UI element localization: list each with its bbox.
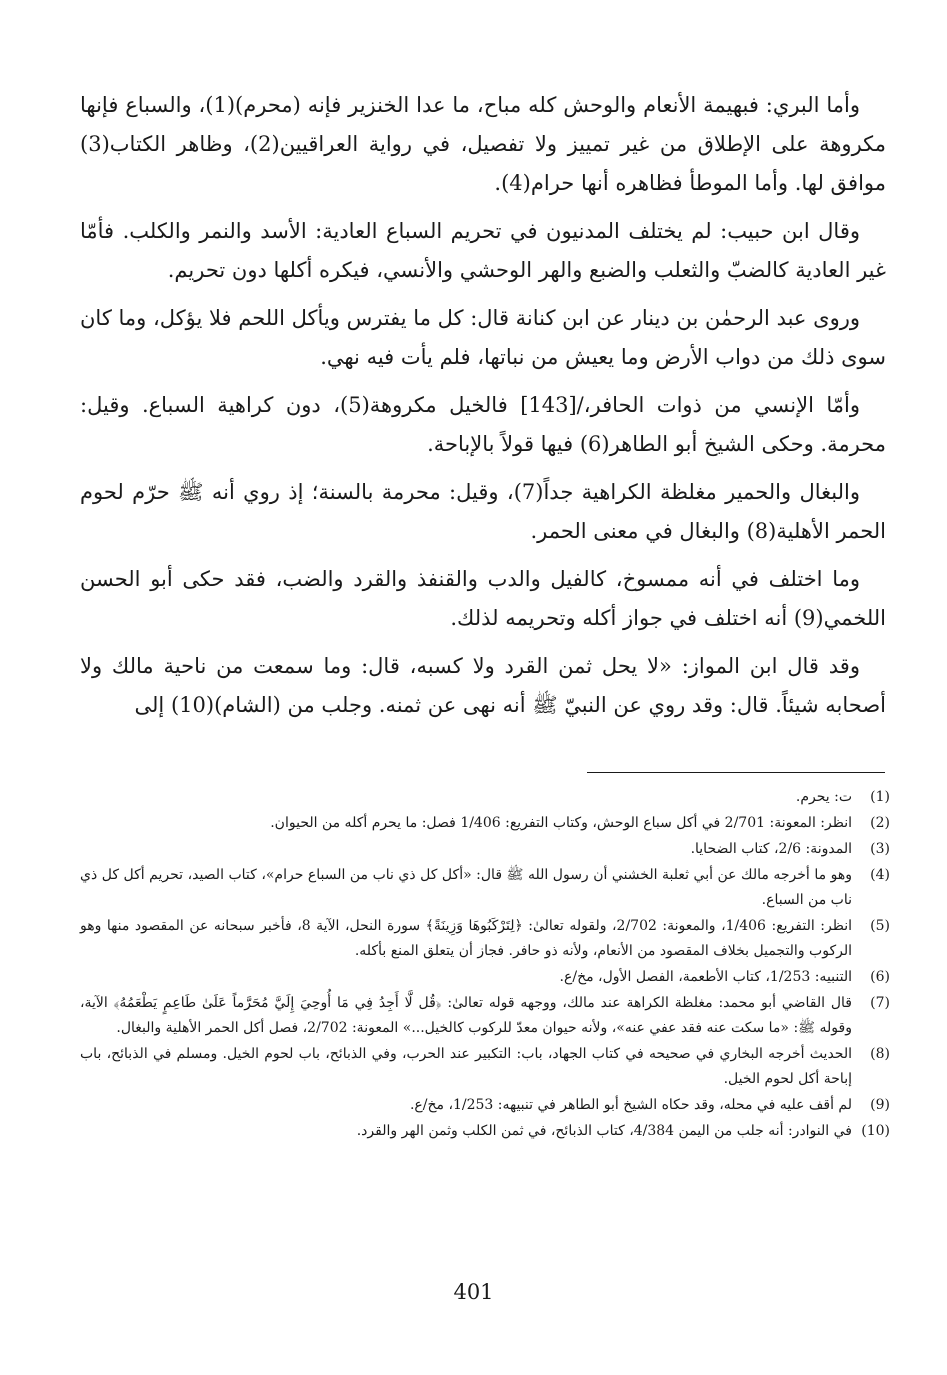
paragraph-4 xyxy=(80,386,886,464)
footnote-1 xyxy=(80,785,890,810)
footnote-5 xyxy=(80,914,890,964)
footnote-text: التنبيه: 1/253، كتاب الأطعمة، الفصل الأول، مخ/ع. xyxy=(559,969,852,985)
footnote-number: (7) xyxy=(870,995,890,1011)
footnote-number: (10) xyxy=(861,1123,890,1139)
paragraph-1 xyxy=(80,86,886,203)
paragraph-5-text: والبغال والحمير مغلظة الكراهية جداً(7)، وقيل: محرمة بالسنة؛ إذ روي أنه ﷺ حرّم لحوم الحمر الأهلية(8) والبغال في معنى الحمر. xyxy=(80,480,886,543)
footnote-number: (1) xyxy=(870,789,890,805)
footnote-text: في النوادر: أنه جلب من اليمن 4/384، كتاب الذبائح، في ثمن الكلب وثمن الهر والقرد. xyxy=(356,1123,852,1139)
paragraph-1-text: وأما البري: فبهيمة الأنعام والوحش كله مباح، ما عدا الخنزير فإنه (محرم)(1)، والسباع فإنها مكروهة على الإطلاق من غير تمييز ولا تفصيل، في رواية العراقيين(2)، وظاهر الكتاب(3) موافق لها. وأما الموطأ فظاهره أنها حرام(4). xyxy=(80,93,887,195)
footnote-3 xyxy=(80,837,890,862)
footnote-6 xyxy=(80,965,890,990)
footnote-number: (9) xyxy=(870,1097,890,1113)
paragraph-7-text: وقد قال ابن المواز: «لا يحل ثمن القرد ولا كسبه، قال: وما سمعت من ناحية مالك ولا أصحابه شيئاً. قال: وقد روي عن النبيّ ﷺ أنه نهى عن ثمنه. وجلب من (الشام)(10) إلى xyxy=(80,654,886,717)
footnote-text: انظر: المعونة: 2/701 في أكل سباع الوحش، وكتاب التفريع: 1/406 فصل: ما يحرم أكله من الحيوان. xyxy=(270,815,852,831)
footnote-9 xyxy=(80,1093,890,1118)
paragraph-4-text: وأمّا الإنسي من ذوات الحافر،/[143] فالخيل مكروهة(5)، دون كراهية السباع. وقيل: محرمة. وحكى الشيخ أبو الطاهر(6) فيها قولاً بالإباحة. xyxy=(80,393,886,456)
paragraph-3-text: وروى عبد الرحمٰن بن دينار عن ابن كنانة قال: كل ما يفترس ويأكل اللحم فلا يؤكل، وما كان سوى ذلك من دواب الأرض وما يعيش من نباتها، فلم يأت فيه نهي. xyxy=(80,306,886,369)
footnote-number: (2) xyxy=(870,815,890,831)
footnote-2 xyxy=(80,811,890,836)
footnote-number: (4) xyxy=(870,867,890,883)
footnote-text: المدونة: 2/6، كتاب الضحايا. xyxy=(690,841,852,857)
footnote-text: وهو ما أخرجه مالك عن أبي ثعلبة الخشني أن رسول الله ﷺ قال: «أكل كل ذي ناب من السباع حرام»، كتاب الصيد، تحريم أكل كل ذي ناب من السباع. xyxy=(80,867,852,908)
footnote-number: (5) xyxy=(870,918,890,934)
footnote-10 xyxy=(80,1119,890,1144)
paragraph-5 xyxy=(80,473,886,551)
page-number: 401 xyxy=(453,1280,494,1304)
paragraph-6-text: وما اختلف في أنه ممسوخ، كالفيل والدب والقنفذ والقرد والضب، فقد حكى أبو الحسن اللخمي(9) أنه اختلف في جواز أكله وتحريمه لذلك. xyxy=(80,567,886,630)
footnote-text: قال القاضي أبو محمد: مغلظة الكراهة عند مالك، ووجهه قوله تعالىٰ: ﴿قُل لَّا أَجِدُ فِي مَا أُوحِيَ إِلَيَّ مُحَرَّماً عَلَىٰ طَاعِمٍ يَطْعَمُهُ﴾ الآية، وقوله ﷺ: «ما سكت عنه فقد عفي عنه»، ولأنه حيوان معدّ للركوب كالخيل...» المعونة: 2/702، فصل أكل الحمر الأهلية والبغال. xyxy=(80,995,852,1036)
paragraph-3 xyxy=(80,299,886,377)
footnote-text: ت: يحرم. xyxy=(795,789,852,805)
paragraph-7 xyxy=(80,647,886,725)
footnote-number: (3) xyxy=(870,841,890,857)
footnote-text: انظر: التفريع: 1/406، والمعونة: 2/702، ولقوله تعالىٰ: ﴿لِتَرْكَبُوهَا وَزِينَةً﴾ سورة النحل، الآية 8، فأخبر سبحانه عن المقصود منها وهو الركوب والتجميل بخلاف المقصود من الأنعام، ولأنه ذو حافر. فجاز أن يتعلق المنع بأكله. xyxy=(80,918,852,959)
footnote-text: الحديث أخرجه البخاري في صحيحه في كتاب الجهاد، باب: التكبير عند الحرب، وفي الذبائح، باب لحوم الخيل. ومسلم في الذبائح، باب إباحة أكل لحوم الخيل. xyxy=(80,1046,852,1087)
footnote-text: لم أقف عليه في محله، وقد حكاه الشيخ أبو الطاهر في تنبيهه: 1/253، مخ/ع. xyxy=(409,1097,852,1113)
footnote-8 xyxy=(80,1042,890,1092)
footnote-divider xyxy=(587,772,885,773)
footnote-number: (8) xyxy=(870,1046,890,1062)
paragraph-6 xyxy=(80,560,886,638)
paragraph-2 xyxy=(80,212,886,290)
footnotes-section xyxy=(80,785,890,1145)
footnote-4 xyxy=(80,863,890,913)
footnote-number: (6) xyxy=(870,969,890,985)
footnote-7 xyxy=(80,991,890,1041)
paragraph-2-text: وقال ابن حبيب: لم يختلف المدنيون في تحريم السباع العادية: الأسد والنمر والكلب. فأمّا غير العادية كالضبّ والثعلب والضبع والهر الوحشي والأنسي، فيكره أكلها دون تحريم. xyxy=(80,219,886,282)
main-text-body xyxy=(80,86,886,734)
